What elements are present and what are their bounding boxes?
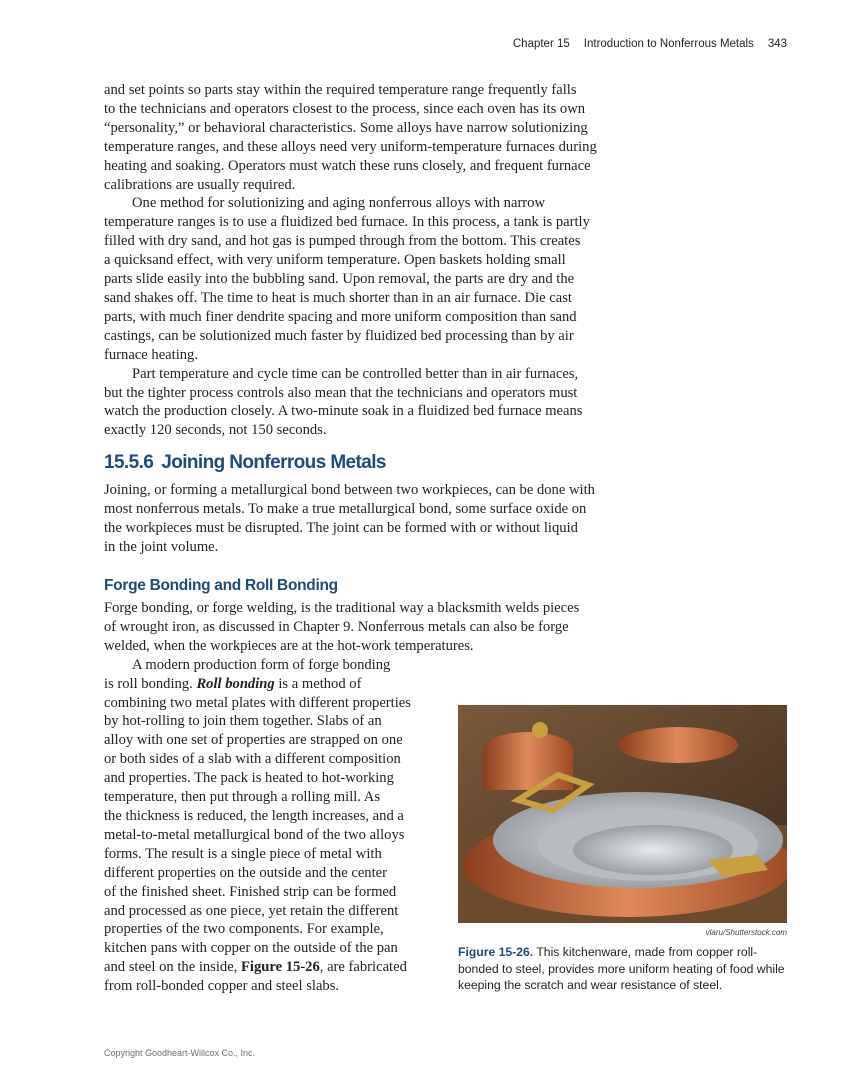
text-line: temperature ranges is to use a fluidized bed furnace. In this process, a tank is partly bbox=[104, 214, 590, 231]
photo-credit: vlaru/Shutterstock.com bbox=[705, 928, 787, 937]
text-line: and properties. The pack is heated to hot-working bbox=[104, 770, 394, 787]
figure-image-copper-pans bbox=[458, 705, 787, 923]
text-line: but the tighter process controls also mean that the technicians and operators must bbox=[104, 384, 578, 401]
text-line: calibrations are usually required. bbox=[104, 176, 296, 193]
text-line: and set points so parts stay within the required temperature range frequently falls bbox=[104, 82, 577, 98]
text-line: furnace heating. bbox=[104, 346, 198, 363]
text-line: of wrought iron, as discussed in Chapter 9. Nonferrous metals can also be forge bbox=[104, 618, 569, 635]
text-line: to the technicians and operators closest to the process, since each oven has its own bbox=[104, 100, 586, 117]
text-line: parts, with much finer dendrite spacing and more uniform composition than sand bbox=[104, 308, 577, 325]
chapter-number: Chapter 15 bbox=[512, 38, 570, 50]
section-paragraph bbox=[104, 481, 595, 557]
text-line: from roll-bonded copper and steel slabs. bbox=[104, 978, 340, 995]
text-line: a quicksand effect, with very uniform temperature. Open baskets holding small bbox=[104, 252, 566, 269]
text-line: or both sides of a slab with a different composition bbox=[104, 751, 401, 768]
figure-caption-text: This kitchenware, made from copper roll-bonded to steel, provides more uniform heating of food while keeping the scratch and wear resistance of steel. bbox=[458, 945, 785, 992]
text-line: “personality,” or behavioral characteristics. Some alloys have narrow solutionizing bbox=[104, 119, 588, 136]
figure-label: Figure 15-26. bbox=[458, 945, 534, 959]
text-line: One method for solutionizing and aging nonferrous alloys with narrow bbox=[132, 195, 546, 212]
text-line: Forge bonding, or forge welding, is the traditional way a blacksmith welds pieces bbox=[104, 600, 580, 616]
section-heading bbox=[104, 452, 386, 474]
text-line: by hot-rolling to join them together. Slabs of an bbox=[104, 713, 382, 730]
text-line: the workpieces must be disrupted. The joint can be formed with or without liquid bbox=[104, 519, 578, 536]
text-line: forms. The result is a single piece of metal with bbox=[104, 845, 382, 862]
page-number: 343 bbox=[767, 38, 787, 50]
text-line: Joining, or forming a metallurgical bond between two workpieces, can be done with bbox=[104, 482, 595, 498]
text-line: and processed as one piece, yet retain the different bbox=[104, 902, 399, 919]
text-line: different properties on the outside and the center bbox=[104, 864, 387, 881]
chapter-title: Introduction to Nonferrous Metals bbox=[583, 38, 754, 50]
text-line: alloy with one set of properties are strapped on one bbox=[104, 732, 403, 749]
text-line: Part temperature and cycle time can be controlled better than in air furnaces, bbox=[132, 365, 579, 382]
text-line: the thickness is reduced, the length increases, and a bbox=[104, 807, 404, 824]
section-title: Joining Nonferrous Metals bbox=[161, 452, 386, 473]
text-line: exactly 120 seconds, not 150 seconds. bbox=[104, 422, 327, 439]
copyright-footer: Copyright Goodheart-Willcox Co., Inc. bbox=[104, 1048, 256, 1058]
text-line: sand shakes off. The time to heat is much shorter than in an air furnace. Die cast bbox=[104, 289, 572, 306]
text-line: combining two metal plates with different properties bbox=[104, 694, 411, 711]
section-number: 15.5.6 bbox=[104, 452, 154, 473]
figure-caption bbox=[458, 944, 793, 994]
text-line: metal-to-metal metallurgical bond of the two alloys bbox=[104, 826, 405, 843]
text-line: is roll bonding. Roll bonding is a method of bbox=[104, 675, 362, 692]
text-line: parts slide easily into the bubbling sand. Upon removal, the parts are dry and the bbox=[104, 271, 575, 288]
subsection-heading: Forge Bonding and Roll Bonding bbox=[104, 577, 338, 594]
text-line: kitchen pans with copper on the outside of the pan bbox=[104, 940, 398, 957]
text-line: watch the production closely. A two-minute soak in a fluidized bed furnace means bbox=[104, 403, 583, 420]
text-line: castings, can be solutionized much faster by fluidized bed processing than by air bbox=[104, 327, 574, 344]
text-line: heating and soaking. Operators must watch these runs closely, and frequent furnace bbox=[104, 157, 591, 174]
text-line: in the joint volume. bbox=[104, 538, 219, 555]
text-line: properties of the two components. For example, bbox=[104, 921, 384, 938]
running-header bbox=[499, 38, 787, 50]
intro-paragraphs bbox=[104, 81, 597, 440]
text-line: temperature ranges, and these alloys need very uniform-temperature furnaces during bbox=[104, 138, 597, 155]
text-line: most nonferrous metals. To make a true metallurgical bond, some surface oxide on bbox=[104, 500, 587, 517]
text-line: of the finished sheet. Finished strip can be formed bbox=[104, 883, 397, 900]
text-line: filled with dry sand, and hot gas is pumped through from the bottom. This creates bbox=[104, 233, 581, 250]
text-line: temperature, then put through a rolling mill. As bbox=[104, 789, 381, 806]
text-line: A modern production form of forge bonding bbox=[132, 656, 391, 673]
text-line: welded, when the workpieces are at the hot-work temperatures. bbox=[104, 637, 474, 654]
text-line: and steel on the inside, Figure 15-26, are fabricated bbox=[104, 959, 407, 976]
